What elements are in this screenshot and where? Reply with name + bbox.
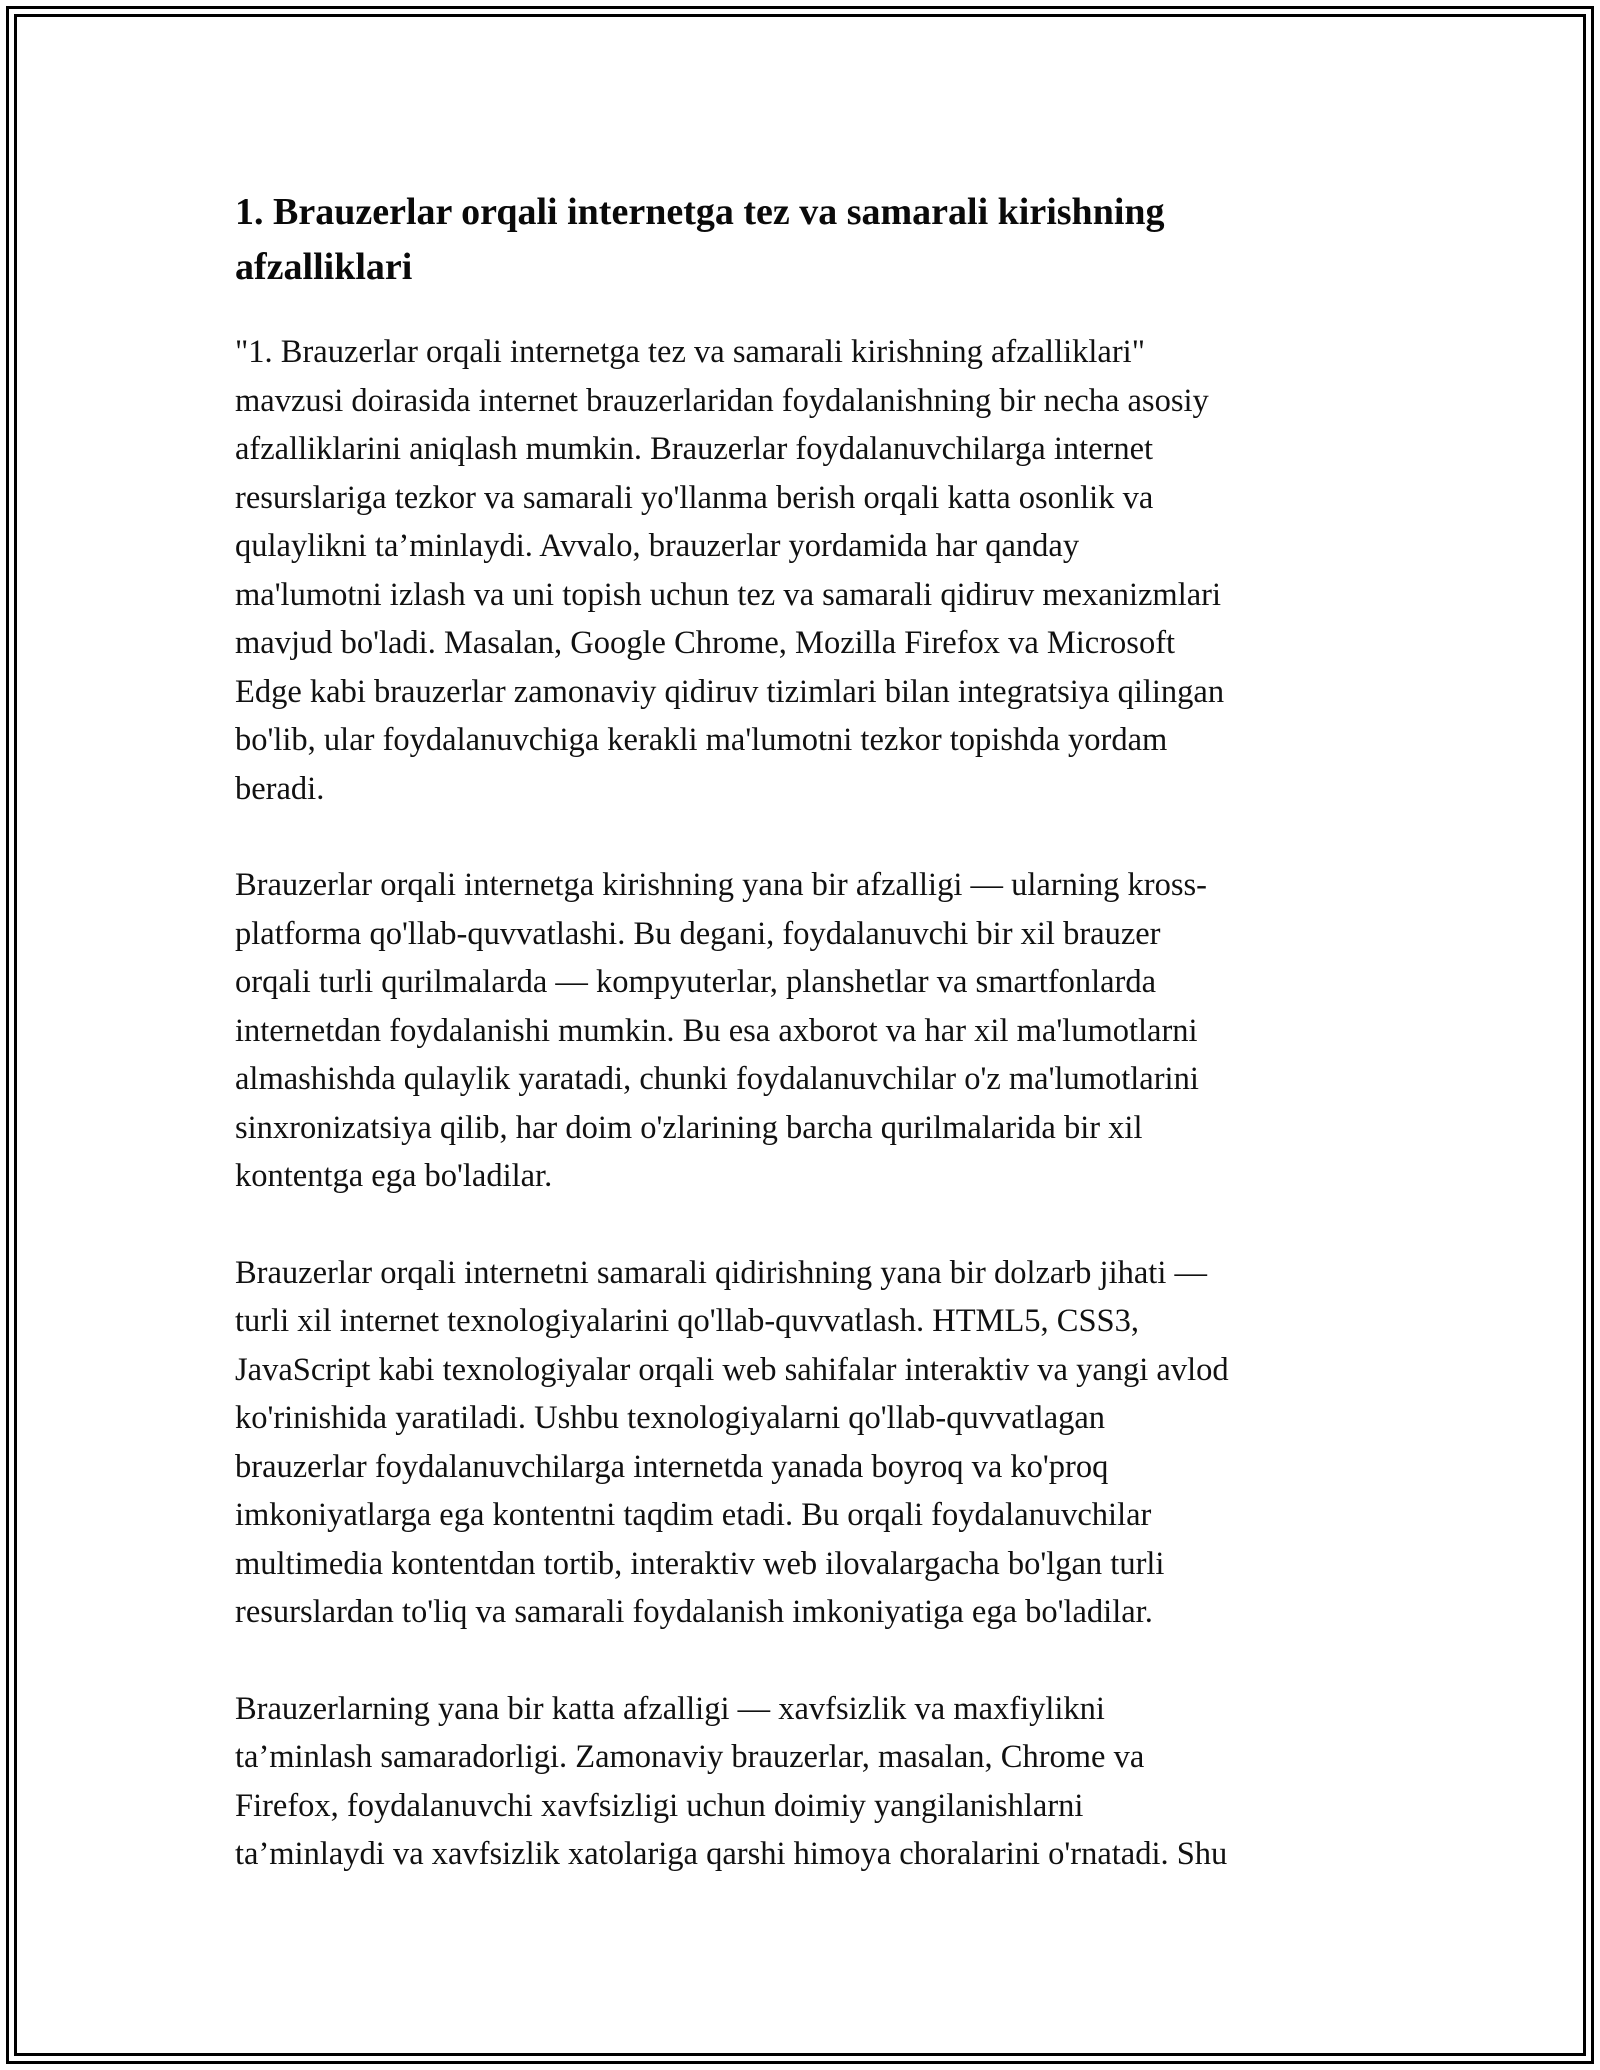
- text-line: internetdan foydalanishi mumkin. Bu esa axborot va har xil ma'lumotlarni: [235, 1012, 1198, 1049]
- text-line: resurslariga tezkor va samarali yo'llanma berish orqali katta osonlik va: [235, 479, 1154, 516]
- text-line: kontentga ega bo'ladilar.: [235, 1158, 553, 1194]
- text-line: resurslardan to'liq va samarali foydalanish imkoniyatiga ega bo'ladilar.: [235, 1594, 1153, 1630]
- text-line: multimedia kontentdan tortib, interaktiv web ilovalargacha bo'lgan turli: [235, 1545, 1165, 1582]
- text-line: Brauzerlar orqali internetga kirishning yana bir afzalligi — ularning kross-: [235, 867, 1207, 903]
- text-line: beradi.: [235, 770, 325, 807]
- text-line: turli xil internet texnologiyalarini qo'llab-quvvatlash. HTML5, CSS3,: [235, 1303, 1140, 1339]
- text-line: almashishda qulaylik yaratadi, chunki foydalanuvchilar o'z ma'lumotlarini: [235, 1061, 1199, 1097]
- paragraph-security: [235, 1685, 1370, 1879]
- text-line: qulaylikni ta’minlaydi. Avvalo, brauzerlar yordamida har qanday: [235, 528, 1080, 564]
- paragraph-intro: [235, 328, 1370, 813]
- text-line: "1. Brauzerlar orqali internetga tez va samarali kirishning afzalliklari": [235, 334, 1145, 370]
- text-line: ta’minlaydi va xavfsizlik xatolariga qarshi himoya choralarini o'rnatadi. Shu: [235, 1836, 1228, 1872]
- section-heading: [235, 185, 1370, 295]
- paragraph-cross-platform: [235, 861, 1370, 1201]
- text-line: Brauzerlarning yana bir katta afzalligi — xavfsizlik va maxfiylikni: [235, 1690, 1105, 1727]
- text-line: mavjud bo'ladi. Masalan, Google Chrome, Mozilla Firefox va Microsoft: [235, 625, 1176, 661]
- text-line: platforma qo'llab-quvvatlashi. Bu degani, foydalanuvchi bir xil brauzer: [235, 915, 1161, 952]
- text-line: bo'lib, ular foydalanuvchiga kerakli ma'lumotni tezkor topishda yordam: [235, 722, 1168, 758]
- text-line: JavaScript kabi texnologiyalar orqali web sahifalar interaktiv va yangi avlod: [235, 1351, 1229, 1388]
- text-line: Edge kabi brauzerlar zamonaviy qidiruv tizimlari bilan integratsiya qilingan: [235, 673, 1225, 710]
- text-line: orqali turli qurilmalarda — kompyuterlar, planshetlar va smartfonlarda: [235, 964, 1157, 1000]
- text-line: Brauzerlar orqali internetni samarali qidirishning yana bir dolzarb jihati —: [235, 1254, 1207, 1291]
- text-line: ta’minlash samaradorligi. Zamonaviy brauzerlar, masalan, Chrome va: [235, 1739, 1145, 1775]
- text-line: ko'rinishida yaratiladi. Ushbu texnologiyalarni qo'llab-quvvatlagan: [235, 1400, 1106, 1436]
- text-line: imkoniyatlarga ega kontentni taqdim etadi. Bu orqali foydalanuvchilar: [235, 1497, 1152, 1533]
- heading-line: 1. Brauzerlar orqali internetga tez va samarali kirishning: [235, 191, 1165, 233]
- text-line: brauzerlar foydalanuvchilarga internetda yanada boyroq va ko'proq: [235, 1448, 1109, 1485]
- paragraph-technologies: [235, 1249, 1370, 1637]
- text-line: mavzusi doirasida internet brauzerlaridan foydalanishning bir necha asosiy: [235, 382, 1209, 419]
- text-line: sinxronizatsiya qilib, har doim o'zlarining barcha qurilmalarida bir xil: [235, 1109, 1143, 1146]
- text-line: afzalliklarini aniqlash mumkin. Brauzerlar foydalanuvchilarga internet: [235, 431, 1154, 467]
- text-line: ma'lumotni izlash va uni topish uchun tez va samarali qidiruv mexanizmlari: [235, 576, 1222, 613]
- heading-line: afzalliklari: [235, 246, 413, 288]
- text-line: Firefox, foydalanuvchi xavfsizligi uchun doimiy yangilanishlarni: [235, 1787, 1084, 1824]
- document-page: [235, 185, 1370, 1927]
